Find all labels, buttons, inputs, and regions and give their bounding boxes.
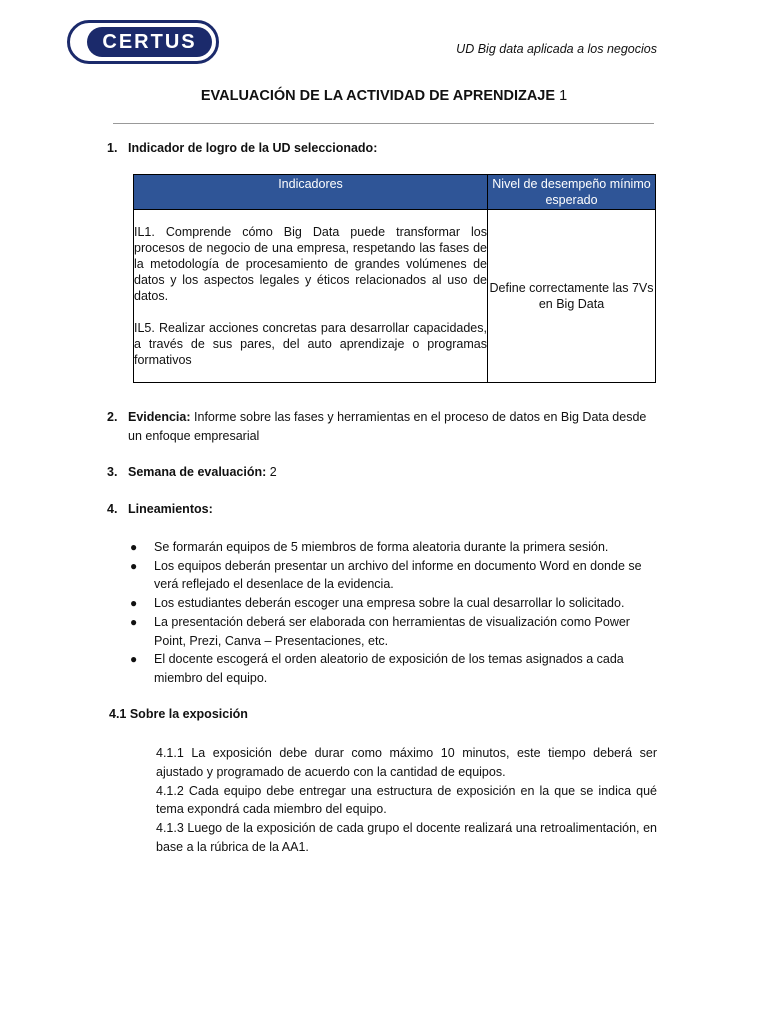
section-4-number: 4. (107, 502, 118, 516)
section-1 (107, 139, 377, 158)
certus-logo (67, 20, 219, 64)
list-item: ● El docente escogerá el orden aleatorio de exposición de los temas asignados a cada miembro del equipo. (130, 652, 624, 685)
indicators-cell (134, 210, 488, 383)
bullet-icon: ● (130, 558, 138, 573)
section-3 (107, 463, 277, 482)
header-subtitle: UD Big data aplicada a los negocios (456, 42, 657, 56)
title-divider (113, 123, 654, 124)
section-2-number: 2. (107, 410, 118, 424)
section-1-number: 1. (107, 141, 118, 155)
subsection-item: 4.1.2 Cada equipo debe entregar una estructura de exposición en la que se indica qué tema expondrá cada miembro del equipo. (156, 783, 657, 817)
table-header-row (134, 175, 656, 210)
bullet-icon: ● (130, 596, 138, 611)
section-4-label: Lineamientos: (128, 502, 213, 516)
level-cell: Define correctamente las 7Vs en Big Data (488, 210, 656, 383)
indicator-il5: IL5. Realizar acciones concretas para desarrollar capacidades, a través de sus pares, del auto aprendizaje o programas formativos (134, 321, 487, 367)
section-2 (107, 408, 659, 446)
bullet-icon: ● (130, 652, 138, 667)
indicator-il1: IL1. Comprende cómo Big Data puede transformar los procesos de negocio de una empresa, respetando las fases de la metodología de procesamiento de grandes volúmenes de datos y los aspectos legales y éticos relacionados al uso de datos. (134, 225, 487, 303)
section-2-text: Informe sobre las fases y herramientas en el proceso de datos en Big Data desde un enfoque empresarial (128, 410, 647, 443)
bullet-icon: ● (130, 540, 138, 554)
section-2-label: Evidencia: (128, 410, 191, 424)
table-row (134, 210, 656, 383)
section-3-label: Semana de evaluación: (128, 465, 267, 479)
list-item: ● Se formarán equipos de 5 miembros de forma aleatoria durante la primera sesión. (130, 538, 660, 557)
section-3-number: 3. (107, 465, 118, 479)
page-title (0, 88, 768, 104)
subsection-heading: 4.1 Sobre la exposición (109, 707, 248, 721)
subsection-item: 4.1.3 Luego de la exposición de cada grupo el docente realizará una retroalimentación, en base a la rúbrica de la AA1. (156, 821, 657, 854)
bullet-icon: ● (130, 614, 138, 629)
section-3-value: 2 (269, 465, 277, 479)
list-item: ● Los equipos deberán presentar un archivo del informe en documento Word en donde se verá reflejado el desenlace de la evidencia. (130, 558, 642, 592)
list-item: ● La presentación deberá ser elaborada con herramientas de visualización como Power Point, Prezi, Canva – Presentaciones, etc. (130, 614, 630, 648)
header-nivel: Nivel de desempeño mínimo esperado (488, 175, 656, 210)
subsection-item: 4.1.1 La exposición debe durar como máximo 10 minutos, este tiempo deberá ser ajustado y programado de acuerdo con la cantidad de equipos. (156, 746, 657, 779)
indicators-table (133, 174, 656, 383)
section-4 (107, 500, 213, 519)
logo-text: CERTUS (87, 27, 212, 57)
list-item: ● Los estudiantes deberán escoger una empresa sobre la cual desarrollar lo solicitado. (130, 594, 660, 613)
subsection-body (156, 744, 657, 857)
title-main: EVALUACIÓN DE LA ACTIVIDAD DE APRENDIZAJE (200, 88, 556, 104)
title-number: 1 (559, 88, 568, 104)
section-1-label: Indicador de logro de la UD seleccionado: (128, 141, 378, 155)
header-indicadores: Indicadores (134, 175, 488, 210)
guidelines-list (130, 538, 660, 688)
